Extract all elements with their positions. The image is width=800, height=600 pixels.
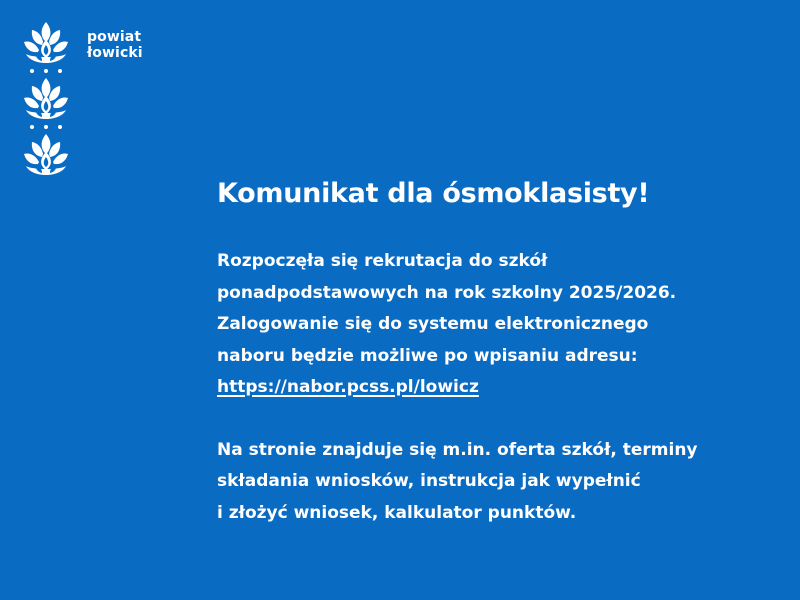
paragraph-line: i złożyć wniosek, kalkulator punktów.: [217, 502, 577, 523]
paragraph-line: Zalogowanie się do systemu elektronicznego: [217, 314, 649, 334]
brand-line-1: powiat: [87, 29, 142, 45]
paragraph-line: Na stronie znajduje się m.in. oferta szkół, terminy: [217, 439, 698, 460]
announcement-title: Komunikat dla ósmoklasisty!: [217, 178, 650, 209]
brand-line-2: łowicki: [87, 45, 143, 61]
paragraph-info: [217, 435, 777, 530]
announcement: [217, 176, 777, 529]
paragraph-recruitment: [217, 246, 777, 404]
paragraph-line: składania wniosków, instrukcja jak wypełnić: [217, 471, 641, 491]
brand-name: [87, 29, 143, 61]
paragraph-line: ponadpodstawowych na rok szkolny 2025/2026.: [217, 282, 677, 303]
paragraph-line: Rozpoczęła się rekrutacja do szkół: [217, 251, 548, 271]
recruitment-link[interactable]: https://nabor.pcss.pl/lowicz: [217, 377, 479, 397]
paragraph-line: naboru będzie możliwe po wpisaniu adresu:: [217, 345, 638, 366]
powiat-lowicki-logo-icon: [22, 20, 70, 180]
